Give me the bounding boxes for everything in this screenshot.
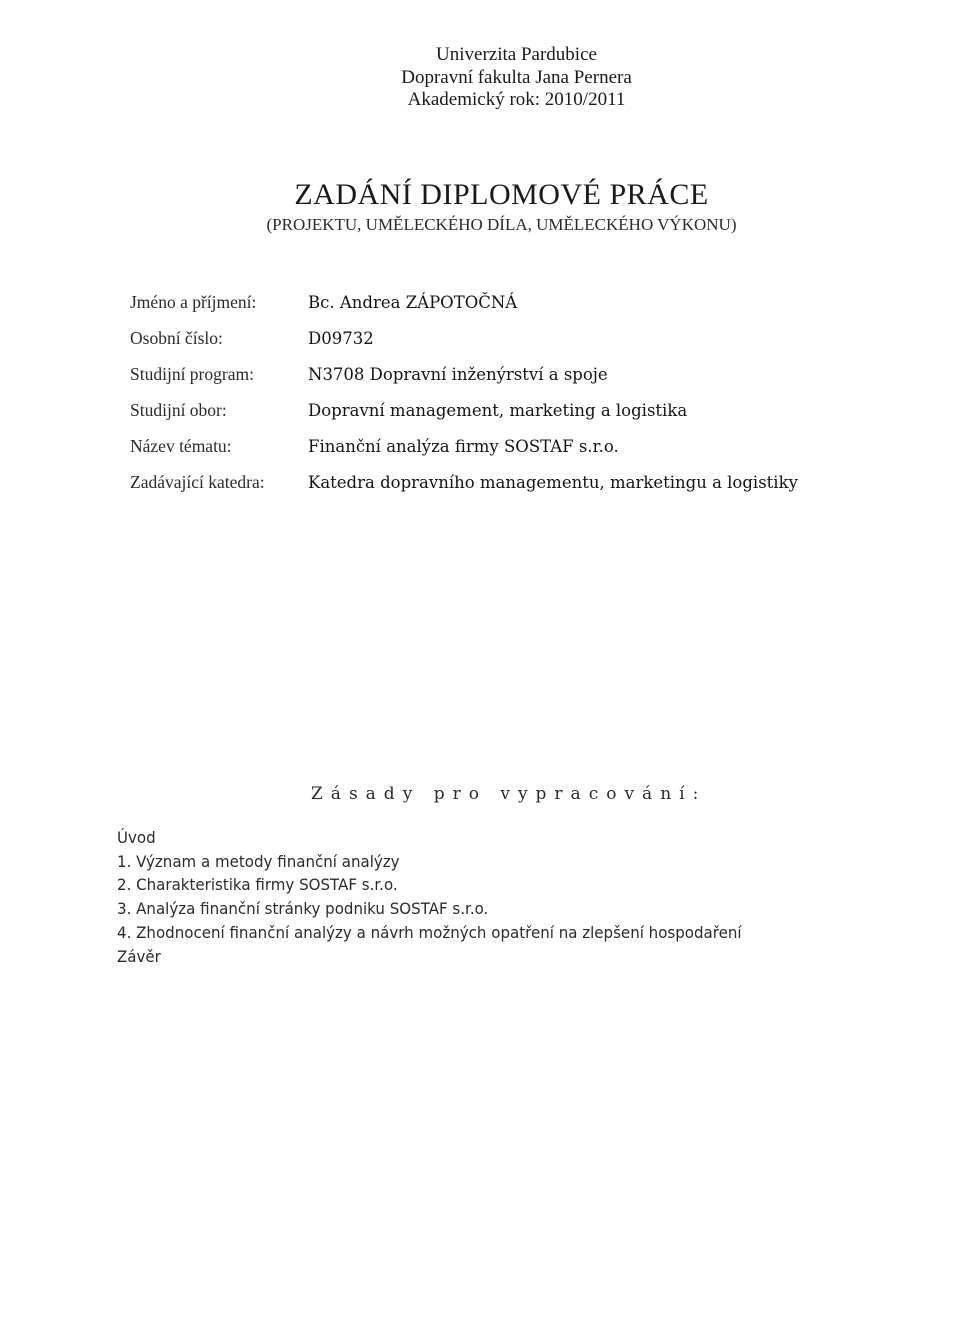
list-item: 1. Význam a metody finanční analýzy (117, 851, 400, 871)
info-label: Studijní obor: (130, 400, 227, 420)
title-block (0, 176, 960, 236)
info-row-department (130, 472, 930, 508)
info-label: Studijní program: (130, 364, 254, 384)
info-label: Osobní číslo: (130, 328, 223, 348)
academic-year: Akademický rok: 2010/2011 (407, 89, 626, 110)
info-row-study-program (130, 364, 930, 400)
info-row-study-field (130, 400, 930, 436)
info-row-personal-number (130, 328, 930, 364)
list-item: 4. Zhodnocení finanční analýzy a návrh možných opatření na zlepšení hospodaření (117, 922, 742, 942)
university-name: Univerzita Pardubice (436, 44, 597, 65)
document-subtitle: (PROJEKTU, UMĚLECKÉHO DÍLA, UMĚLECKÉHO VÝKONU) (266, 215, 737, 234)
info-value: D09732 (308, 329, 374, 348)
info-row-topic (130, 436, 930, 472)
document-title: ZADÁNÍ DIPLOMOVÉ PRÁCE (294, 178, 709, 211)
info-value: Katedra dopravního managementu, marketingu a logistiky (308, 473, 798, 492)
list-item: Závěr (117, 946, 161, 966)
info-label: Název tématu: (130, 436, 232, 456)
list-item: 3. Analýza finanční stránky podniku SOSTAF s.r.o. (117, 899, 489, 919)
faculty-name: Dopravní fakulta Jana Pernera (401, 66, 632, 88)
info-value: Bc. Andrea ZÁPOTOČNÁ (308, 293, 518, 312)
list-item: 2. Charakteristika firmy SOSTAF s.r.o. (117, 875, 398, 895)
info-row-name (130, 292, 930, 328)
info-value: Finanční analýza firmy SOSTAF s.r.o. (308, 437, 619, 456)
list-item: Úvod (117, 828, 156, 847)
info-value: N3708 Dopravní inženýrství a spoje (308, 365, 608, 384)
info-value: Dopravní management, marketing a logistika (308, 401, 688, 420)
student-info-table (130, 292, 930, 508)
info-label: Zadávající katedra: (130, 472, 265, 492)
principles-heading: Zásady pro vypracování: (311, 784, 707, 804)
document-header (0, 44, 960, 112)
principles-list (117, 826, 937, 968)
info-label: Jméno a příjmení: (130, 292, 257, 312)
